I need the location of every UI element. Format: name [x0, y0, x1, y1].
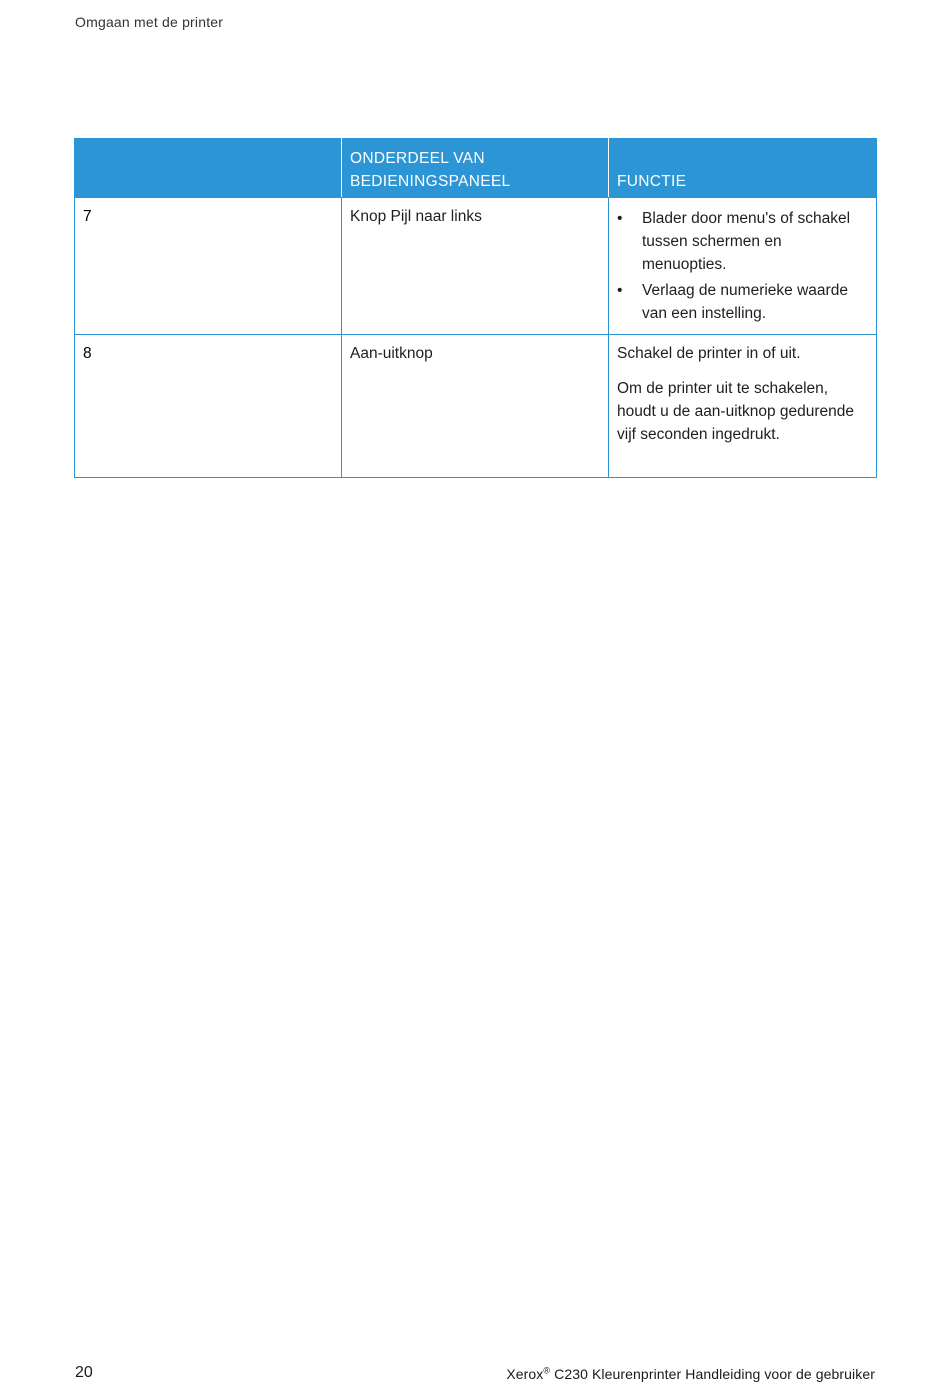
running-header: Omgaan met de printer [75, 14, 224, 30]
row-number: 7 [75, 198, 342, 335]
list-item [617, 207, 868, 276]
row-function [609, 335, 877, 478]
column-header-function: FUNCTIE [609, 139, 877, 198]
function-bullet-list [617, 207, 868, 325]
table-row [75, 335, 877, 478]
bullet-icon: • [617, 282, 623, 299]
row-part: Aan-uitknop [342, 335, 609, 478]
table-header-row [75, 139, 877, 198]
function-paragraph: Schakel de printer in of uit. [617, 345, 801, 362]
bullet-icon: • [617, 210, 623, 227]
column-header-part: ONDERDEEL VAN BEDIENINGSPANEEL [342, 139, 609, 198]
row-function [609, 198, 877, 335]
footer-title-text: C230 Kleurenprinter Handleiding voor de gebruiker [550, 1366, 875, 1382]
column-header-number [75, 139, 342, 198]
function-paragraph: Om de printer uit te schakelen, houdt u de aan-uitknop gedurende vijf seconden ingedrukt. [617, 380, 855, 443]
control-panel-table [74, 138, 877, 478]
row-part: Knop Pijl naar links [342, 198, 609, 335]
footer-doc-title [506, 1366, 875, 1382]
page-number: 20 [75, 1364, 93, 1381]
registered-mark: ® [543, 1365, 551, 1376]
footer-brand: Xerox [506, 1366, 544, 1382]
table-row [75, 198, 877, 335]
row-number: 8 [75, 335, 342, 478]
bullet-text: Verlaag de numerieke waarde van een instelling. [642, 282, 848, 322]
list-item [617, 279, 868, 325]
bullet-text: Blader door menu's of schakel tussen schermen en menuopties. [642, 210, 851, 273]
